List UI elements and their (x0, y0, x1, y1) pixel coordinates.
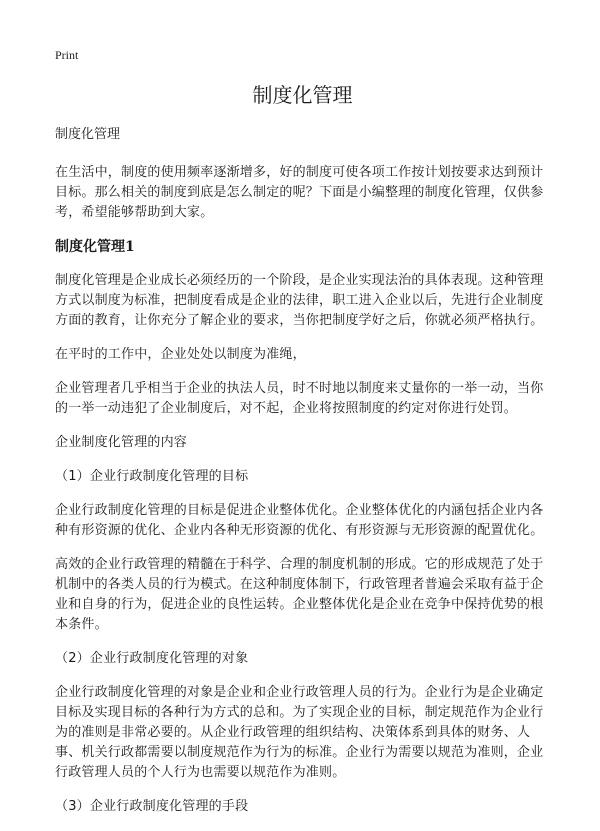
paragraph-2: 在平时的工作中，企业处处以制度为准绳， (55, 347, 306, 362)
section-heading: 制度化管理1 (55, 239, 135, 255)
paragraph-goal: 企业行政制度化管理的目标是促进企业整体优化。企业整体优化的内涵包括企业内各种有形资源的优化、企业内各种无形资源的优化、有形资源与无形资源的配置优化。 (55, 503, 544, 538)
subheading-means: （3）企业行政制度化管理的手段 (55, 799, 249, 814)
paragraph-1: 制度化管理是企业成长必须经历的一个阶段，是企业实现法治的具体表现。这种管理方式以制度为标准，把制度看成是企业的法律，职工进入企业以后，先进行企业制度方面的教育，让你充分了解企业的要求，当你把制度学好之后，你就必须严格执行。 (55, 273, 544, 328)
document-page (55, 44, 550, 831)
paragraph-mechanism: 高效的企业行政管理的精髓在于科学、合理的制度机制的形成。它的形成规范了处于机制中的各类人员的行为模式。在这种制度体制下，行政管理者普遍会采取有益于企业和自身的行为，促进企业的良性运转。企业整体优化是企业在竞争中保持优势的根本条件。 (55, 557, 544, 632)
subheading-object: （2）企业行政制度化管理的对象 (55, 651, 249, 666)
subheading-goal: （1）企业行政制度化管理的目标 (55, 469, 249, 484)
document-subtitle: 制度化管理 (55, 127, 121, 142)
intro-paragraph: 在生活中，制度的使用频率逐渐增多，好的制度可使各项工作按计划按要求达到预计目标。那么相关的制度到底是怎么制定的呢？下面是小编整理的制度化管理，仅供参考，希望能够帮助到大家。 (55, 165, 544, 220)
paragraph-object: 企业行政制度化管理的对象是企业和企业行政管理人员的行为。企业行为是企业确定目标及实现目标的各种行为方式的总和。为了实现企业的目标，制定规范作为企业行为的准则是非常必要的。从企业行政管理的组织结构、决策体系到具体的财务、人事、机关行政都需要以制度规范作为行为的标准。企业行为需要以规范为准则，企业行政管理人员的个人行为也需要以规范作为准则。 (55, 685, 544, 780)
document-title: 制度化管理 (252, 83, 353, 107)
content-heading: 企业制度化管理的内容 (55, 435, 188, 450)
print-link[interactable]: Print (55, 48, 79, 62)
paragraph-3: 企业管理者几乎相当于企业的执法人员，时不时地以制度来丈量你的一举一动，当你的一举一动违犯了企业制度后，对不起，企业将按照制度的约定对你进行处罚。 (55, 381, 544, 416)
